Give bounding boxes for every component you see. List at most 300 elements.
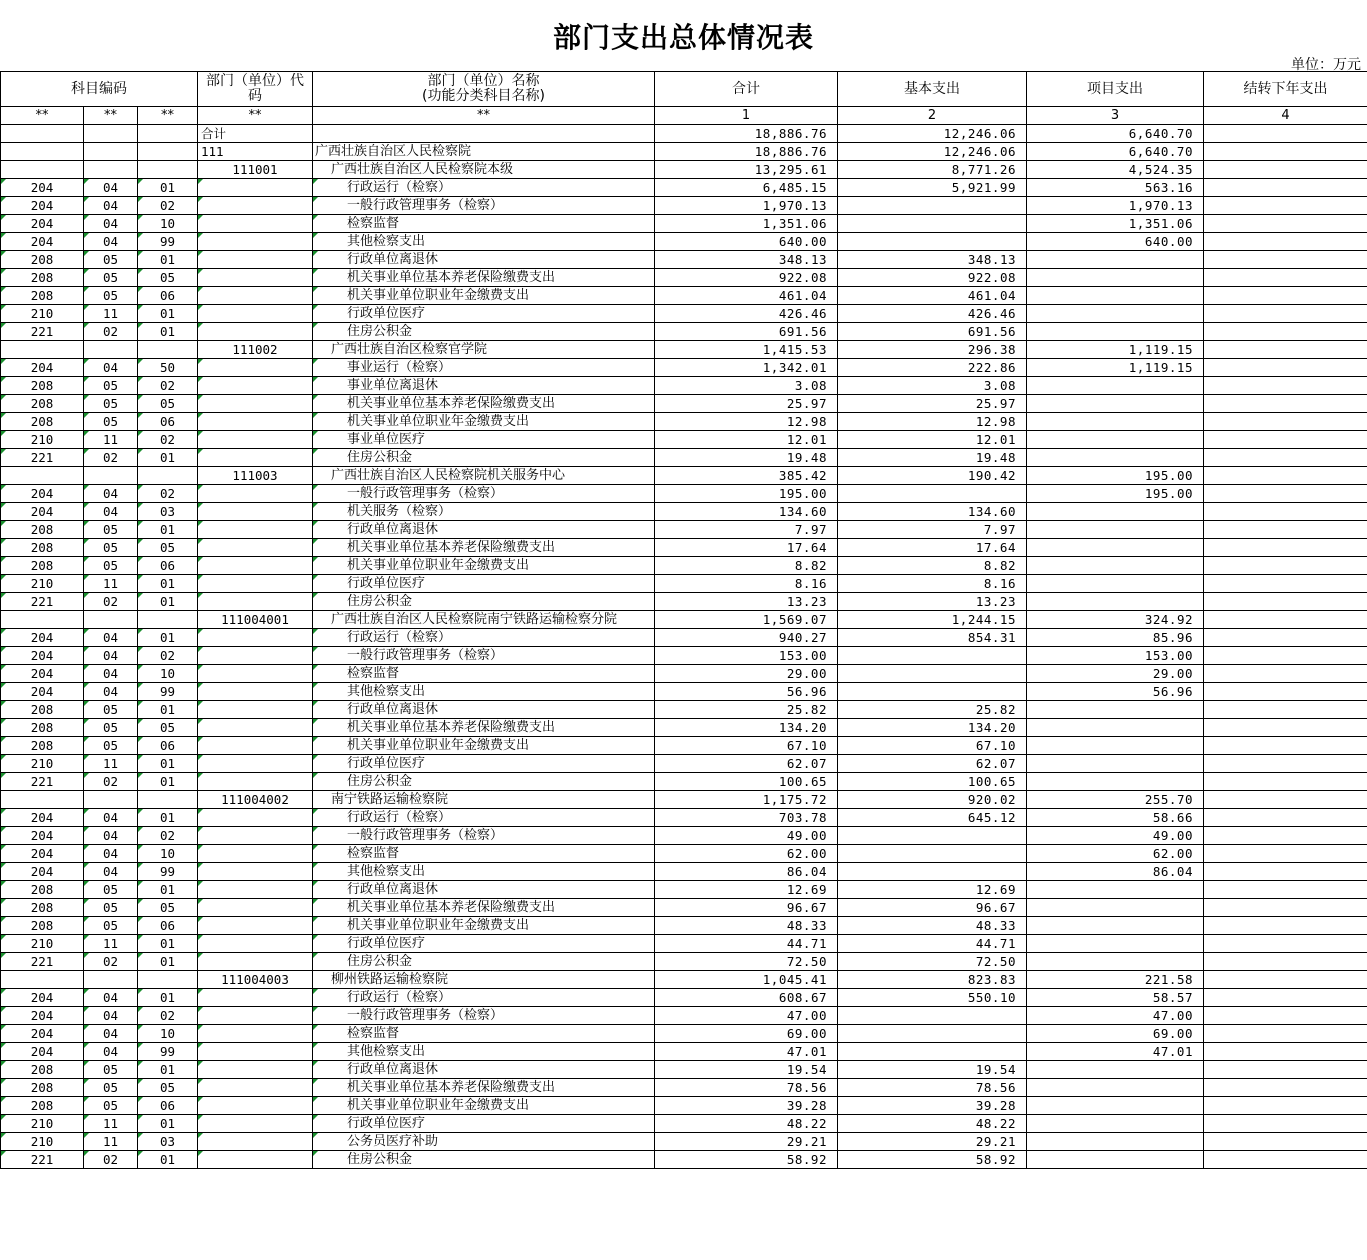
project-cell: 85.96	[1027, 629, 1204, 647]
dept-code-cell	[198, 845, 313, 863]
dept-name-cell: 一般行政管理事务（检察）	[313, 197, 655, 215]
table-row	[1, 179, 1367, 197]
carryover-cell	[1204, 989, 1367, 1007]
subject-item-cell: 02	[138, 377, 198, 395]
basic-cell: 854.31	[838, 629, 1027, 647]
subject-class-cell	[1, 341, 84, 359]
basic-cell: 67.10	[838, 737, 1027, 755]
basic-cell: 134.60	[838, 503, 1027, 521]
subject-class-cell: 210	[1, 935, 84, 953]
dept-code-cell: 111004003	[198, 971, 313, 989]
table-row	[1, 125, 1367, 143]
dept-code-cell	[198, 647, 313, 665]
header-dept-name-line1: 部门（单位）名称	[427, 73, 540, 89]
basic-cell	[838, 845, 1027, 863]
subject-class-cell: 204	[1, 1025, 84, 1043]
subject-class-cell: 204	[1, 1007, 84, 1025]
project-cell	[1027, 395, 1204, 413]
dept-code-cell	[198, 881, 313, 899]
table-row	[1, 449, 1367, 467]
dept-name-cell: 广西壮族自治区人民检察院机关服务中心	[313, 467, 655, 485]
dept-code-cell	[198, 575, 313, 593]
subject-section-cell: 11	[84, 1115, 138, 1133]
table-row	[1, 845, 1367, 863]
subject-item-cell: 05	[138, 539, 198, 557]
project-cell	[1027, 251, 1204, 269]
dept-code-cell	[198, 863, 313, 881]
table-row	[1, 575, 1367, 593]
carryover-cell	[1204, 611, 1367, 629]
basic-cell: 48.22	[838, 1115, 1027, 1133]
project-cell: 640.00	[1027, 233, 1204, 251]
subject-class-cell: 210	[1, 1115, 84, 1133]
total-cell: 29.21	[655, 1133, 838, 1151]
dept-code-cell	[198, 989, 313, 1007]
total-cell: 58.92	[655, 1151, 838, 1169]
subject-class-cell: 208	[1, 737, 84, 755]
subject-class-cell: 208	[1, 1097, 84, 1115]
table-row	[1, 611, 1367, 629]
carryover-cell	[1204, 809, 1367, 827]
subject-item-cell: 02	[138, 431, 198, 449]
dept-code-cell	[198, 719, 313, 737]
dept-name-cell: 其他检察支出	[313, 863, 655, 881]
dept-name-cell: 行政单位医疗	[313, 1115, 655, 1133]
basic-cell: 348.13	[838, 251, 1027, 269]
subject-item-cell: 01	[138, 575, 198, 593]
table-body	[1, 125, 1367, 1169]
dept-code-cell	[198, 485, 313, 503]
subject-item-cell: 06	[138, 917, 198, 935]
subject-class-cell: 204	[1, 233, 84, 251]
table-row	[1, 809, 1367, 827]
basic-cell	[838, 827, 1027, 845]
header-subject-code: 科目编码	[1, 72, 198, 107]
carryover-cell	[1204, 1043, 1367, 1061]
dept-name-cell: 行政运行（检察）	[313, 809, 655, 827]
total-cell: 78.56	[655, 1079, 838, 1097]
dept-name-cell: 事业运行（检察）	[313, 359, 655, 377]
total-cell: 19.54	[655, 1061, 838, 1079]
subject-class-cell: 208	[1, 539, 84, 557]
dept-code-cell	[198, 377, 313, 395]
total-cell: 1,415.53	[655, 341, 838, 359]
table-row	[1, 755, 1367, 773]
subject-class-cell	[1, 467, 84, 485]
subject-section-cell: 04	[84, 1025, 138, 1043]
basic-cell: 25.97	[838, 395, 1027, 413]
basic-cell: 3.08	[838, 377, 1027, 395]
dept-name-cell: 机关事业单位基本养老保险缴费支出	[313, 539, 655, 557]
subject-section-cell: 05	[84, 377, 138, 395]
dept-code-cell	[198, 755, 313, 773]
total-cell: 8.82	[655, 557, 838, 575]
table-row	[1, 485, 1367, 503]
dept-code-cell	[198, 1007, 313, 1025]
carryover-cell	[1204, 449, 1367, 467]
dept-code-cell: 111004001	[198, 611, 313, 629]
basic-cell: 58.92	[838, 1151, 1027, 1169]
carryover-cell	[1204, 665, 1367, 683]
project-cell	[1027, 1133, 1204, 1151]
dept-name-cell: 其他检察支出	[313, 683, 655, 701]
subject-class-cell: 208	[1, 269, 84, 287]
subject-class-cell: 204	[1, 359, 84, 377]
total-cell: 1,342.01	[655, 359, 838, 377]
carryover-cell	[1204, 341, 1367, 359]
dept-code-cell	[198, 899, 313, 917]
dept-code-cell	[198, 593, 313, 611]
subject-item-cell: 01	[138, 701, 198, 719]
project-cell	[1027, 953, 1204, 971]
basic-cell: 19.48	[838, 449, 1027, 467]
subject-class-cell: 204	[1, 197, 84, 215]
carryover-cell	[1204, 557, 1367, 575]
table-row	[1, 881, 1367, 899]
project-cell: 153.00	[1027, 647, 1204, 665]
carryover-cell	[1204, 125, 1367, 143]
subject-class-cell: 208	[1, 1079, 84, 1097]
carryover-cell	[1204, 647, 1367, 665]
subject-item-cell	[138, 341, 198, 359]
subject-item-cell: 10	[138, 665, 198, 683]
dept-name-cell: 一般行政管理事务（检察）	[313, 485, 655, 503]
subject-item-cell	[138, 125, 198, 143]
project-cell	[1027, 773, 1204, 791]
carryover-cell	[1204, 431, 1367, 449]
table-row	[1, 287, 1367, 305]
subject-class-cell	[1, 161, 84, 179]
subject-section-cell: 11	[84, 935, 138, 953]
dept-code-cell	[198, 1025, 313, 1043]
total-cell: 62.07	[655, 755, 838, 773]
total-cell: 922.08	[655, 269, 838, 287]
carryover-cell	[1204, 629, 1367, 647]
dept-name-cell: 行政单位医疗	[313, 755, 655, 773]
dept-name-cell: 机关事业单位基本养老保险缴费支出	[313, 899, 655, 917]
basic-cell: 12.98	[838, 413, 1027, 431]
dept-code-cell	[198, 503, 313, 521]
dept-code-cell	[198, 287, 313, 305]
project-cell: 221.58	[1027, 971, 1204, 989]
table-row	[1, 719, 1367, 737]
subject-item-cell: 01	[138, 323, 198, 341]
subject-section-cell: 05	[84, 521, 138, 539]
dept-code-cell	[198, 215, 313, 233]
subject-section-cell: 05	[84, 737, 138, 755]
basic-cell: 12.01	[838, 431, 1027, 449]
table-row	[1, 863, 1367, 881]
project-cell	[1027, 737, 1204, 755]
dept-code-cell	[198, 1097, 313, 1115]
subject-item-cell: 01	[138, 953, 198, 971]
subject-item-cell: 01	[138, 179, 198, 197]
subject-section-cell: 02	[84, 449, 138, 467]
subject-class-cell: 208	[1, 287, 84, 305]
subject-class-cell: 210	[1, 305, 84, 323]
basic-cell	[838, 863, 1027, 881]
subject-class-cell: 208	[1, 377, 84, 395]
carryover-cell	[1204, 251, 1367, 269]
carryover-cell	[1204, 593, 1367, 611]
subject-section-cell: 04	[84, 863, 138, 881]
dept-code-cell	[198, 953, 313, 971]
dept-name-cell: 住房公积金	[313, 1151, 655, 1169]
subject-item-cell: 99	[138, 1043, 198, 1061]
subject-item-cell: 06	[138, 287, 198, 305]
subject-class-cell: 208	[1, 1061, 84, 1079]
table-row	[1, 431, 1367, 449]
total-cell: 1,569.07	[655, 611, 838, 629]
dept-name-cell: 柳州铁路运输检察院	[313, 971, 655, 989]
subject-item-cell: 10	[138, 1025, 198, 1043]
basic-cell: 12,246.06	[838, 143, 1027, 161]
dept-code-cell: 111003	[198, 467, 313, 485]
table-row	[1, 215, 1367, 233]
dept-name-cell	[313, 125, 655, 143]
basic-cell: 691.56	[838, 323, 1027, 341]
table-row	[1, 737, 1367, 755]
carryover-cell	[1204, 863, 1367, 881]
table-row	[1, 557, 1367, 575]
dept-name-cell: 行政单位离退休	[313, 881, 655, 899]
project-cell: 324.92	[1027, 611, 1204, 629]
total-cell: 8.16	[655, 575, 838, 593]
subject-section-cell: 04	[84, 665, 138, 683]
table-row	[1, 827, 1367, 845]
dept-name-cell: 其他检察支出	[313, 1043, 655, 1061]
basic-cell	[838, 197, 1027, 215]
index-cell: 3	[1027, 107, 1204, 125]
subject-class-cell: 221	[1, 323, 84, 341]
subject-item-cell: 01	[138, 881, 198, 899]
basic-cell: 8.82	[838, 557, 1027, 575]
project-cell: 563.16	[1027, 179, 1204, 197]
project-cell	[1027, 539, 1204, 557]
project-cell	[1027, 755, 1204, 773]
carryover-cell	[1204, 485, 1367, 503]
subject-section-cell: 05	[84, 251, 138, 269]
subject-section-cell	[84, 971, 138, 989]
index-row	[1, 107, 1367, 125]
dept-name-cell: 住房公积金	[313, 449, 655, 467]
basic-cell: 296.38	[838, 341, 1027, 359]
dept-code-cell	[198, 251, 313, 269]
dept-code-cell	[198, 179, 313, 197]
total-cell: 6,485.15	[655, 179, 838, 197]
carryover-cell	[1204, 881, 1367, 899]
subject-section-cell	[84, 143, 138, 161]
subject-section-cell: 04	[84, 215, 138, 233]
total-cell: 47.00	[655, 1007, 838, 1025]
subject-class-cell: 204	[1, 863, 84, 881]
basic-cell	[838, 485, 1027, 503]
total-cell: 25.97	[655, 395, 838, 413]
subject-class-cell: 221	[1, 953, 84, 971]
subject-class-cell	[1, 791, 84, 809]
table-row	[1, 1007, 1367, 1025]
header-dept-name-line2: (功能分类科目名称)	[422, 88, 545, 104]
subject-class-cell: 204	[1, 989, 84, 1007]
subject-section-cell: 11	[84, 575, 138, 593]
subject-section-cell: 05	[84, 287, 138, 305]
project-cell	[1027, 449, 1204, 467]
subject-section-cell: 05	[84, 881, 138, 899]
subject-class-cell: 208	[1, 719, 84, 737]
table-row	[1, 269, 1367, 287]
dept-name-cell: 一般行政管理事务（检察）	[313, 1007, 655, 1025]
subject-section-cell: 05	[84, 1061, 138, 1079]
basic-cell: 48.33	[838, 917, 1027, 935]
dept-name-cell: 机关事业单位职业年金缴费支出	[313, 1097, 655, 1115]
subject-section-cell: 02	[84, 773, 138, 791]
project-cell	[1027, 413, 1204, 431]
carryover-cell	[1204, 539, 1367, 557]
subject-section-cell: 04	[84, 629, 138, 647]
subject-section-cell: 02	[84, 953, 138, 971]
carryover-cell	[1204, 755, 1367, 773]
expenditure-table	[0, 71, 1367, 1169]
table-row	[1, 791, 1367, 809]
table-row	[1, 395, 1367, 413]
subject-item-cell	[138, 161, 198, 179]
subject-item-cell: 50	[138, 359, 198, 377]
subject-section-cell: 04	[84, 647, 138, 665]
project-cell: 1,119.15	[1027, 341, 1204, 359]
total-cell: 17.64	[655, 539, 838, 557]
carryover-cell	[1204, 467, 1367, 485]
basic-cell: 426.46	[838, 305, 1027, 323]
subject-section-cell	[84, 467, 138, 485]
subject-section-cell: 05	[84, 1097, 138, 1115]
dept-code-cell	[198, 557, 313, 575]
dept-name-cell: 广西壮族自治区人民检察院南宁铁路运输检察分院	[313, 611, 655, 629]
subject-item-cell: 01	[138, 1061, 198, 1079]
dept-name-cell: 行政单位离退休	[313, 1061, 655, 1079]
total-cell: 67.10	[655, 737, 838, 755]
project-cell	[1027, 377, 1204, 395]
dept-name-cell: 机关事业单位职业年金缴费支出	[313, 287, 655, 305]
header-dept-name	[313, 72, 655, 107]
total-cell: 1,970.13	[655, 197, 838, 215]
dept-name-cell: 一般行政管理事务（检察）	[313, 827, 655, 845]
subject-section-cell: 04	[84, 989, 138, 1007]
basic-cell: 72.50	[838, 953, 1027, 971]
project-cell	[1027, 557, 1204, 575]
project-cell	[1027, 1097, 1204, 1115]
dept-code-cell	[198, 1079, 313, 1097]
table-row	[1, 197, 1367, 215]
basic-cell: 920.02	[838, 791, 1027, 809]
basic-cell: 7.97	[838, 521, 1027, 539]
total-cell: 48.33	[655, 917, 838, 935]
project-cell	[1027, 323, 1204, 341]
subject-item-cell: 03	[138, 1133, 198, 1151]
carryover-cell	[1204, 215, 1367, 233]
subject-item-cell: 05	[138, 899, 198, 917]
project-cell	[1027, 269, 1204, 287]
dept-name-cell: 行政运行（检察）	[313, 629, 655, 647]
subject-section-cell: 04	[84, 197, 138, 215]
carryover-cell	[1204, 575, 1367, 593]
dept-code-cell	[198, 1043, 313, 1061]
subject-item-cell	[138, 971, 198, 989]
dept-code-cell	[198, 1151, 313, 1169]
table-row	[1, 359, 1367, 377]
project-cell	[1027, 305, 1204, 323]
carryover-cell	[1204, 1079, 1367, 1097]
carryover-cell	[1204, 1061, 1367, 1079]
project-cell: 58.57	[1027, 989, 1204, 1007]
dept-name-cell: 住房公积金	[313, 323, 655, 341]
dept-name-cell: 住房公积金	[313, 773, 655, 791]
dept-name-cell: 行政单位离退休	[313, 521, 655, 539]
carryover-cell	[1204, 161, 1367, 179]
dept-name-cell: 检察监督	[313, 215, 655, 233]
total-cell: 49.00	[655, 827, 838, 845]
project-cell: 6,640.70	[1027, 143, 1204, 161]
dept-code-cell	[198, 827, 313, 845]
table-row	[1, 953, 1367, 971]
table-row	[1, 665, 1367, 683]
basic-cell	[838, 647, 1027, 665]
total-cell: 153.00	[655, 647, 838, 665]
total-cell: 385.42	[655, 467, 838, 485]
basic-cell: 62.07	[838, 755, 1027, 773]
carryover-cell	[1204, 1007, 1367, 1025]
subject-class-cell: 210	[1, 755, 84, 773]
subject-section-cell: 02	[84, 593, 138, 611]
subject-item-cell: 01	[138, 449, 198, 467]
dept-name-cell: 机关事业单位职业年金缴费支出	[313, 737, 655, 755]
total-cell: 62.00	[655, 845, 838, 863]
table-row	[1, 233, 1367, 251]
table-row	[1, 1079, 1367, 1097]
subject-item-cell: 02	[138, 197, 198, 215]
page-title: 部门支出总体情况表	[552, 21, 814, 54]
subject-item-cell: 01	[138, 629, 198, 647]
subject-item-cell: 06	[138, 737, 198, 755]
project-cell: 47.00	[1027, 1007, 1204, 1025]
dept-code-cell	[198, 683, 313, 701]
total-cell: 96.67	[655, 899, 838, 917]
subject-item-cell: 99	[138, 683, 198, 701]
table-row	[1, 1043, 1367, 1061]
carryover-cell	[1204, 935, 1367, 953]
dept-code-cell	[198, 521, 313, 539]
basic-cell	[838, 1007, 1027, 1025]
project-cell: 47.01	[1027, 1043, 1204, 1061]
header-carryover: 结转下年支出	[1204, 72, 1367, 107]
subject-class-cell	[1, 125, 84, 143]
dept-code-cell: 111002	[198, 341, 313, 359]
table-row	[1, 251, 1367, 269]
total-cell: 12.98	[655, 413, 838, 431]
total-cell: 134.60	[655, 503, 838, 521]
dept-name-cell: 住房公积金	[313, 953, 655, 971]
project-cell	[1027, 287, 1204, 305]
total-cell: 691.56	[655, 323, 838, 341]
dept-name-cell: 行政运行（检察）	[313, 989, 655, 1007]
total-cell: 12.01	[655, 431, 838, 449]
dept-name-cell: 其他检察支出	[313, 233, 655, 251]
carryover-cell	[1204, 1151, 1367, 1169]
subject-item-cell: 01	[138, 809, 198, 827]
total-cell: 1,175.72	[655, 791, 838, 809]
total-cell: 18,886.76	[655, 143, 838, 161]
carryover-cell	[1204, 197, 1367, 215]
table-row	[1, 1097, 1367, 1115]
